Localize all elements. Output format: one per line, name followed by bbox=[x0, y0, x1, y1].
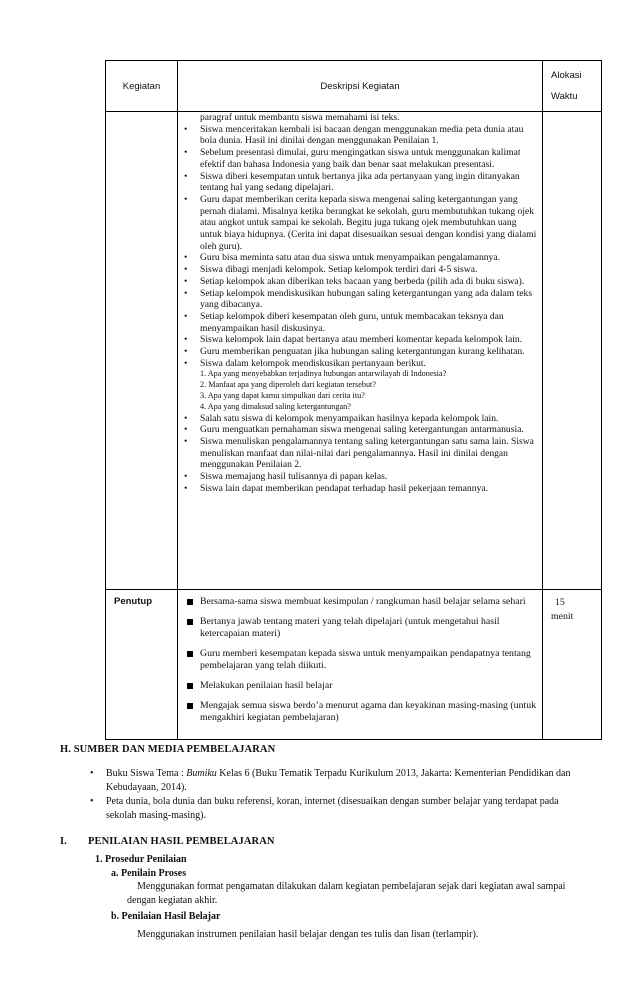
table-row-penutup bbox=[106, 590, 602, 740]
list-item-text: Melakukan penilaian hasil belajar bbox=[200, 680, 333, 691]
source-item-2: Peta dunia, bola dunia dan buku referensi, koran, internet (disesuaikan dengan sumber belajar yang terdapat pada sekolah masing-masing). bbox=[106, 796, 559, 821]
square-bullet-icon bbox=[187, 683, 193, 689]
header-deskripsi: Deskripsi Kegiatan bbox=[178, 61, 543, 112]
bullet-icon: • bbox=[184, 287, 188, 299]
discussion-question: 1. Apa yang menyebabkan terjadinya hubungan antarwilayah di Indonesia? bbox=[200, 369, 447, 379]
table-header-row bbox=[106, 61, 602, 112]
list-item-text: Siswa lain dapat memberikan pendapat terhadap hasil pekerjaan temannya. bbox=[200, 482, 488, 494]
list-item-text: Mengajak semua siswa berdo’a menurut agama dan keyakinan masing-masing (untuk mengakhiri kegiatan pembelajaran) bbox=[200, 700, 536, 723]
section-i-heading: PENILAIAN HASIL PEMBELAJARAN bbox=[88, 836, 275, 847]
bullet-icon: • bbox=[184, 310, 188, 322]
table-row-inti bbox=[106, 112, 602, 590]
sub-prosedur-penilaian: 1. Prosedur Penilaian bbox=[95, 854, 187, 865]
list-item-text: Setiap kelompok akan diberikan teks bacaan yang berbeda (pilih ada di buku siswa). bbox=[200, 275, 525, 287]
bullet-icon: • bbox=[184, 264, 188, 276]
discussion-question: 2. Manfaat apa yang diperoleh dari kegiatan tersebut? bbox=[200, 380, 376, 390]
header-alokasi-waktu bbox=[543, 61, 602, 112]
waktu-cell-empty bbox=[543, 112, 602, 590]
list-item bbox=[178, 616, 538, 640]
section-h-heading: H. SUMBER DAN MEDIA PEMBELAJARAN bbox=[60, 744, 276, 755]
list-item-text: Guru dapat memberikan cerita kepada siswa mengenai saling ketergantungan yang pernah dialami. Misalnya ketika berangkat ke sekolah, guru membutuhkan tukang ojek atau angkot untuk sampai ke sekolah. Begitu juga tukang ojek membutuhkan uang untuk biaya hidupnya. (Cerita ini dapat disesuaikan sesuai dengan kondisi yang dialami oleh guru). bbox=[200, 193, 537, 252]
list-item-text: Siswa dibagi menjadi kelompok. Setiap kelompok terdiri dari 4-5 siswa. bbox=[200, 264, 478, 276]
list-item bbox=[178, 112, 538, 124]
list-item bbox=[178, 276, 538, 288]
list-item-text: Siswa memajang hasil tulisannya di papan kelas. bbox=[200, 471, 388, 483]
penutup-waktu-number: 15 bbox=[555, 597, 565, 608]
section-i-number: I. bbox=[60, 836, 67, 847]
list-item bbox=[178, 147, 538, 170]
penutup-label-cell bbox=[106, 590, 178, 740]
bullet-icon: • bbox=[184, 346, 188, 358]
penutup-waktu-cell bbox=[543, 590, 602, 740]
list-item-text: Siswa dalam kelompok mendiskusikan pertanyaan berikut. bbox=[200, 357, 426, 369]
inti-list bbox=[178, 112, 542, 499]
bullet-icon: • bbox=[184, 123, 188, 135]
list-item bbox=[178, 264, 538, 276]
list-item bbox=[178, 648, 538, 672]
discussion-question: 4. Apa yang dimaksud saling ketergantungan? bbox=[200, 401, 351, 411]
source-item-1-pre: Buku Siswa Tema : bbox=[106, 768, 187, 779]
square-bullet-icon bbox=[187, 703, 193, 709]
list-item bbox=[88, 795, 588, 823]
square-bullet-icon bbox=[187, 651, 193, 657]
list-item-text: Salah satu siswa di kelompok menyampaikan hasilnya kepada kelompok lain. bbox=[200, 412, 499, 424]
list-item bbox=[178, 124, 538, 147]
list-item-text: Guru menguatkan pemahaman siswa mengenai saling ketergantungan antarmanusia. bbox=[200, 424, 524, 436]
list-item bbox=[178, 483, 538, 495]
bullet-icon: • bbox=[184, 193, 188, 205]
penutup-waktu-unit: menit bbox=[551, 611, 574, 622]
penutup-list bbox=[178, 590, 542, 736]
section-h-list bbox=[88, 767, 588, 823]
penutup-desc-cell bbox=[178, 590, 543, 740]
list-item bbox=[178, 596, 538, 608]
list-item bbox=[178, 436, 538, 471]
bullet-icon: • bbox=[184, 424, 188, 436]
square-bullet-icon bbox=[187, 599, 193, 605]
square-bullet-icon bbox=[187, 619, 193, 625]
list-item-text: Guru memberi kesempatan kepada siswa untuk menyampaikan pendapatnya tentang pembelajaran yang telah diikuti. bbox=[200, 648, 531, 671]
list-item-text: paragraf untuk membantu siswa memahami isi teks. bbox=[200, 112, 400, 123]
header-alokasi: Alokasi bbox=[551, 70, 582, 81]
list-item bbox=[178, 424, 538, 436]
penilaian-hasil-text: Menggunakan instrumen penilaian hasil belajar dengan tes tulis dan lisan (terlampir). bbox=[137, 929, 479, 940]
list-item bbox=[178, 252, 538, 264]
header-waktu: Waktu bbox=[551, 91, 578, 102]
list-item bbox=[178, 471, 538, 483]
list-item-text: Sebelum presentasi dimulai, guru mengingatkan siswa untuk menggunakan kalimat efektif dan bahasa Indonesia yang baik dan benar saat melakukan presentasi. bbox=[200, 147, 521, 170]
bullet-icon: • bbox=[184, 357, 188, 369]
list-item-text: Siswa diberi kesempatan untuk bertanya jika ada pertanyaan yang ingin ditanyakan tentang hal yang sedang dipelajari. bbox=[200, 170, 520, 194]
list-item-text: Siswa menuliskan pengalamannya tentang saling ketergantungan satu sama lain. Siswa menuliskan manfaat dan nilai-nilai dari pengalamannya. Hasil ini dinilai dengan menggunakan Penilaian 2. bbox=[200, 436, 534, 471]
list-item bbox=[178, 700, 538, 724]
bullet-icon: • bbox=[184, 471, 188, 483]
list-item-text: Bertanya jawab tentang materi yang telah dipelajari (untuk mengetahui hasil ketercapaian materi) bbox=[200, 616, 500, 639]
activity-table bbox=[105, 60, 602, 740]
bullet-icon: • bbox=[184, 252, 188, 264]
source-item-1-post: Kelas 6 (Buku Tematik Terpadu Kurikulum 2013, Jakarta: Kementerian Pendidikan dan Kebudayaan, 2014). bbox=[106, 768, 571, 793]
list-item bbox=[88, 767, 588, 795]
list-item bbox=[178, 171, 538, 194]
bullet-icon: • bbox=[184, 436, 188, 448]
list-item-text: Siswa menceritakan kembali isi bacaan dengan menggunakan media peta dunia atau bola dunia. Hasil ini dinilai dengan menggunakan Penilaian 1. bbox=[200, 123, 524, 147]
bullet-icon: • bbox=[184, 482, 188, 494]
sub-penilaian-proses: a. Penilain Proses bbox=[111, 868, 187, 879]
list-item-text: Guru memberikan penguatan jika hubungan saling ketergantungan kurang kelihatan. bbox=[200, 346, 525, 358]
bullet-icon: • bbox=[184, 334, 188, 346]
bullet-icon: • bbox=[184, 275, 188, 287]
list-item-text: Setiap kelompok diberi kesempatan oleh guru, untuk membacakan teksnya dan menyampaikan hasil diskusinya. bbox=[200, 310, 504, 334]
header-kegiatan: Kegiatan bbox=[106, 61, 178, 112]
penilaian-proses-text: Menggunakan format pengamatan dilakukan dalam kegiatan pembelajaran sejak dari kegiatan awal sampai dengan kegiatan akhir. bbox=[127, 881, 566, 906]
list-item bbox=[178, 311, 538, 334]
bullet-icon: • bbox=[90, 796, 94, 807]
list-item bbox=[178, 358, 538, 413]
bullet-icon: • bbox=[184, 412, 188, 424]
bullet-icon: • bbox=[90, 768, 94, 779]
list-item bbox=[178, 194, 538, 253]
discussion-question: 3. Apa yang dapat kamu simpulkan dari cerita itu? bbox=[200, 391, 365, 401]
list-item bbox=[178, 680, 538, 692]
bullet-icon: • bbox=[184, 147, 188, 159]
list-item-text: Siswa kelompok lain dapat bertanya atau memberi komentar kepada kelompok lain. bbox=[200, 334, 523, 346]
bullet-icon: • bbox=[184, 170, 188, 182]
list-item-text: Setiap kelompok mendiskusikan hubungan saling ketergantungan yang ada dalam teks yang dibacanya. bbox=[200, 287, 533, 311]
list-item bbox=[178, 346, 538, 358]
list-item bbox=[178, 413, 538, 425]
list-item-text: Guru bisa meminta satu atau dua siswa untuk menyampaikan pengalamannya. bbox=[200, 252, 500, 264]
kegiatan-cell-empty bbox=[106, 112, 178, 590]
deskripsi-inti-cell bbox=[178, 112, 543, 590]
source-item-1-title: Bumiku bbox=[186, 768, 217, 779]
penutup-label: Penutup bbox=[114, 596, 152, 607]
list-item-text: Bersama-sama siswa membuat kesimpulan / rangkuman hasil belajar selama sehari bbox=[200, 596, 526, 607]
sub-penilaian-hasil: b. Penilaian Hasil Belajar bbox=[111, 911, 221, 922]
list-item bbox=[178, 288, 538, 311]
list-item bbox=[178, 334, 538, 346]
